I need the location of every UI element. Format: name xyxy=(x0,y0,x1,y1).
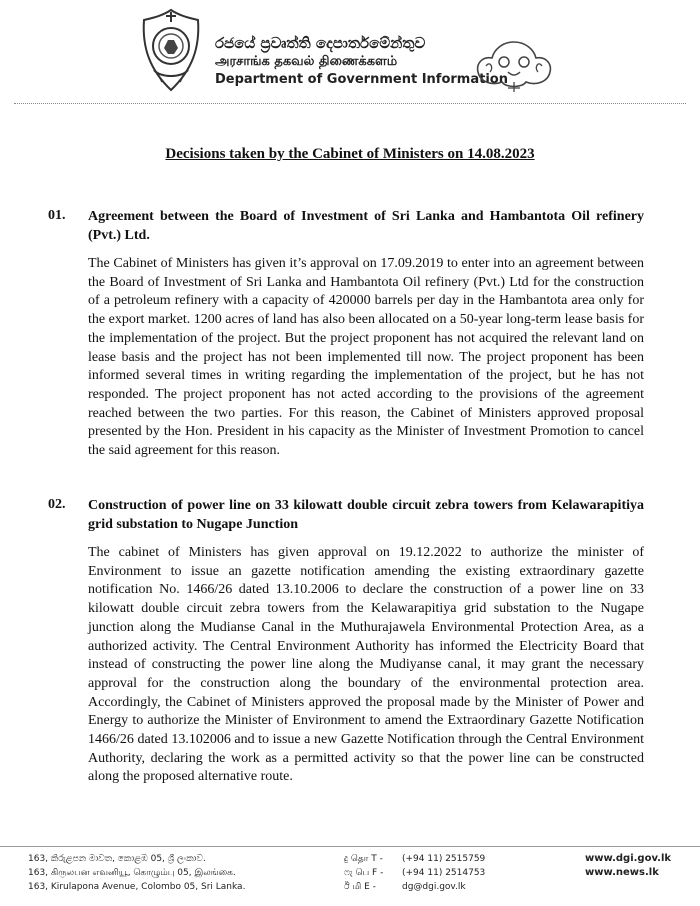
telephone-label: දු தொ T - xyxy=(344,854,383,864)
footer-divider xyxy=(0,846,700,847)
department-names xyxy=(215,34,508,89)
footer-websites xyxy=(585,852,695,880)
department-name-sinhala: රජයේ ප්‍රවෘත්ති දෙපාර්තමේන්තුව xyxy=(215,34,426,52)
traditional-ornament-icon xyxy=(472,38,556,94)
item-number: 01. xyxy=(48,208,66,223)
fax-line xyxy=(344,866,524,880)
fax-number: (+94 11) 2514753 xyxy=(402,868,486,878)
address-english: 163, Kirulapona Avenue, Colombo 05, Sri Lanka. xyxy=(28,882,246,892)
footer-contacts xyxy=(344,852,524,894)
item-number: 02. xyxy=(48,497,66,512)
fax-label: ෆැ பெ F - xyxy=(344,868,384,878)
email-line xyxy=(344,880,524,894)
department-name-english: Department of Government Information xyxy=(215,72,508,87)
telephone-number: (+94 11) 2515759 xyxy=(402,854,486,864)
footer-address xyxy=(28,852,318,894)
email-label: ඊ மி E - xyxy=(344,882,376,892)
sri-lanka-emblem-icon xyxy=(140,8,202,92)
address-tamil: 163, கிருலபன எவனியூ, கொழும்பு 05, இலங்கை. xyxy=(28,868,236,878)
telephone-line xyxy=(344,852,524,866)
website-link-dgi[interactable]: www.dgi.gov.lk xyxy=(585,853,672,864)
page-title: Decisions taken by the Cabinet of Ministers on 14.08.2023 xyxy=(165,146,535,162)
item-body: The Cabinet of Ministers has given it’s approval on 17.09.2019 to enter into an agreement between the Board of Investment of Sri Lanka and Hambantota Oil refinery (Pvt.) Ltd for the construction of a petroleum refinery with a capacity of 420000 barrels per day in the Hambantota area only for the export market. 1200 acres of land has also been allocated on a 50-year long-term lease basis for the implementation of the project. But the project proponent has not acquired the relevant land on lease basis and the project has not been implemented till now. The project proponent has been informed several times in writing regarding the implementation of the project, but he has not responded. The project proponent has not acted according to the provisions of the agreement reached between the two parties. For this reason, the Cabinet of Ministers approved proposal presented by the Hon. President in his capacity as the Minister of Investment Promotion to cancel the said agreement for this reason. xyxy=(88,256,644,459)
address-sinhala: 163, කිරුළපන මාවත, කොළඹ 05, ශ්‍රී ලංකාව. xyxy=(28,854,206,864)
header-divider xyxy=(14,103,686,104)
department-name-tamil: அரசாங்க தகவல் திணைக்களம் xyxy=(215,54,398,69)
website-link-news[interactable]: www.news.lk xyxy=(585,867,659,878)
item-heading: Construction of power line on 33 kilowatt double circuit zebra towers from Kelawarapitiya grid substation to Nugape Junction xyxy=(88,498,644,532)
letterhead xyxy=(0,0,700,100)
item-heading: Agreement between the Board of Investment of Sri Lanka and Hambantota Oil refinery (Pvt.) Ltd. xyxy=(88,209,644,243)
item-body: The cabinet of Ministers has given approval on 19.12.2022 to authorize the minister of Environment to issue an gazette notification amending the existing extraordinary gazette notification No. 1466/26 dated 13.10.2006 to declare the construction of a power line on 33 kilowatt double circuit zebra towers from the Kelawarapitiya grid substation to the Nugape junction along the Mudianse Canal in the Muthurajawela Environmental Protection Area, as a authorized activity. The Central Environment Authority has informed the Electricity Board that instead of constructing the power line along the Mudiyanse canal, it may grant the necessary approval for the construction along the boundary of the environmental protection area. Accordingly, the Cabinet of Ministers approved the proposal made by the Minister of Power and Energy to authorize the Minister of Environment to amend the Extraordinary Gazette Notification 1466/26 dated 13.102006 and to issue a new Gazette Notification through the Central Environment Authority, declaring the work as a permitted activity so that the power line can be constructed along the proposed alternative route. xyxy=(88,545,644,785)
email-address[interactable]: dg@dgi.gov.lk xyxy=(402,882,466,892)
